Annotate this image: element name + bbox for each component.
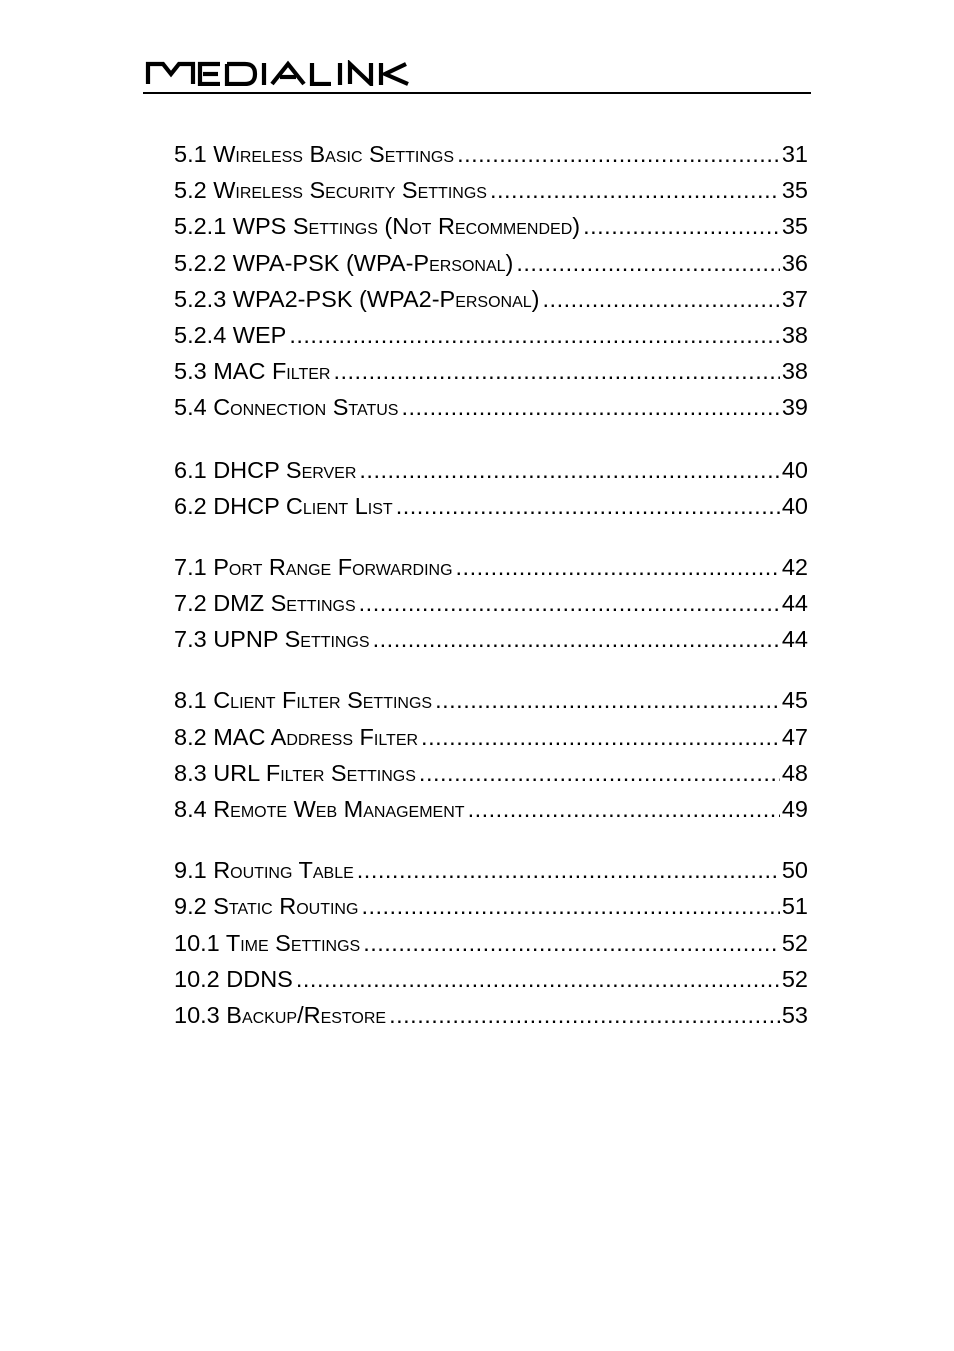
dot-leader xyxy=(361,888,779,924)
toc-entry[interactable] xyxy=(174,719,808,755)
toc-entry-label: 9.2 Static Routing xyxy=(174,893,359,920)
toc-entry-label: 6.2 DHCP Client List xyxy=(174,492,393,519)
toc-entry-label: 5.2 Wireless Security Settings xyxy=(174,177,487,204)
dot-leader xyxy=(373,621,780,657)
toc-entry-page: 44 xyxy=(781,590,808,617)
toc-entry-label: 5.3 MAC Filter xyxy=(174,358,331,385)
toc-entry[interactable] xyxy=(174,136,808,172)
dot-leader xyxy=(359,585,780,621)
toc-group-chapter-9-10 xyxy=(174,852,808,1033)
toc-entry-label: 8.3 URL Filter Settings xyxy=(174,759,416,786)
toc-entry-page: 49 xyxy=(781,796,808,822)
toc-group-chapter-7 xyxy=(174,549,808,658)
toc-entry[interactable] xyxy=(174,549,808,585)
toc-entry-page: 52 xyxy=(781,929,808,956)
toc-entry[interactable] xyxy=(174,755,808,791)
toc-entry[interactable] xyxy=(174,997,808,1033)
toc-entry-page: 50 xyxy=(781,857,808,884)
toc-entry[interactable] xyxy=(174,791,808,827)
toc-entry-page: 37 xyxy=(781,285,808,312)
toc-entry-page: 53 xyxy=(781,1001,808,1028)
toc-entry[interactable] xyxy=(174,961,808,997)
toc-entry-page: 48 xyxy=(781,759,808,786)
toc-entry-page: 44 xyxy=(781,626,808,653)
toc-entry-page: 35 xyxy=(781,213,808,240)
toc-entry-page: 42 xyxy=(781,553,808,580)
toc-entry-label: 6.1 DHCP Server xyxy=(174,456,357,483)
toc-entry-label: 5.2.3 WPA2-PSK (WPA2-Personal) xyxy=(174,285,540,312)
toc-entry-label: 8.4 Remote Web Management xyxy=(174,796,465,822)
toc-entry-label: 5.2.1 WPS Settings (Not Recommended) xyxy=(174,213,581,240)
toc-entry[interactable] xyxy=(174,852,808,888)
toc-entry[interactable] xyxy=(174,389,808,425)
toc-entry[interactable] xyxy=(174,208,808,244)
dot-leader xyxy=(457,136,780,172)
toc-entry-label: 5.2.4 WEP xyxy=(174,321,287,348)
toc-entry-label: 10.3 Backup/Restore xyxy=(174,1001,387,1028)
toc-entry-page: 51 xyxy=(781,893,808,920)
toc-entry-label: 10.1 Time Settings xyxy=(174,929,361,956)
dot-leader xyxy=(490,172,780,208)
toc-entry-label: 5.4 Connection Status xyxy=(174,394,399,421)
dot-leader xyxy=(468,791,780,827)
dot-leader xyxy=(357,852,780,888)
dot-leader xyxy=(359,452,779,488)
toc-entry-page: 39 xyxy=(781,394,808,421)
toc-entry[interactable] xyxy=(174,245,808,281)
dot-leader xyxy=(456,549,780,585)
toc-entry[interactable] xyxy=(174,488,808,524)
dot-leader xyxy=(396,488,780,524)
dot-leader xyxy=(419,755,780,791)
toc-entry[interactable] xyxy=(174,172,808,208)
toc-entry-page: 47 xyxy=(781,723,808,750)
dot-leader xyxy=(363,925,780,961)
toc-entry[interactable] xyxy=(174,888,808,924)
toc-entry-label: 7.3 UPNP Settings xyxy=(174,626,370,653)
toc-entry-label: 10.2 DDNS xyxy=(174,965,293,992)
toc-entry[interactable] xyxy=(174,621,808,657)
dot-leader xyxy=(421,719,780,755)
dot-leader xyxy=(401,389,779,425)
toc-entry-label: 8.1 Client Filter Settings xyxy=(174,687,433,714)
dot-leader xyxy=(516,245,779,281)
toc-entry[interactable] xyxy=(174,317,808,353)
toc-entry-label: 8.2 MAC Address Filter xyxy=(174,723,419,750)
toc-entry-page: 40 xyxy=(781,492,808,519)
toc-group-chapter-8 xyxy=(174,682,808,827)
table-of-contents xyxy=(174,136,808,1033)
medialink-logo xyxy=(145,60,411,86)
dot-leader xyxy=(289,317,780,353)
toc-entry[interactable] xyxy=(174,353,808,389)
toc-group-chapter-5 xyxy=(174,136,808,426)
toc-entry-page: 45 xyxy=(781,687,808,714)
toc-entry-label: 7.2 DMZ Settings xyxy=(174,590,356,617)
dot-leader xyxy=(296,961,780,997)
dot-leader xyxy=(389,997,780,1033)
dot-leader xyxy=(333,353,779,389)
toc-entry-page: 38 xyxy=(781,321,808,348)
dot-leader xyxy=(543,281,780,317)
toc-entry-page: 52 xyxy=(781,965,808,992)
toc-group-chapter-6 xyxy=(174,452,808,524)
toc-entry-label: 9.1 Routing Table xyxy=(174,857,354,884)
toc-entry[interactable] xyxy=(174,925,808,961)
toc-entry-page: 31 xyxy=(781,141,808,167)
toc-entry-label: 7.1 Port Range Forwarding xyxy=(174,553,453,580)
toc-entry-page: 36 xyxy=(781,249,808,276)
toc-entry-label: 5.2.2 WPA-PSK (WPA-Personal) xyxy=(174,249,514,276)
dot-leader xyxy=(435,682,780,718)
toc-entry-page: 40 xyxy=(781,456,808,483)
dot-leader xyxy=(583,208,780,244)
page-header xyxy=(143,56,811,94)
toc-entry[interactable] xyxy=(174,452,808,488)
toc-entry-page: 35 xyxy=(781,177,808,204)
toc-entry[interactable] xyxy=(174,682,808,718)
toc-entry-page: 38 xyxy=(781,358,808,385)
toc-entry-label: 5.1 Wireless Basic Settings xyxy=(174,141,455,167)
toc-entry[interactable] xyxy=(174,585,808,621)
toc-entry[interactable] xyxy=(174,281,808,317)
